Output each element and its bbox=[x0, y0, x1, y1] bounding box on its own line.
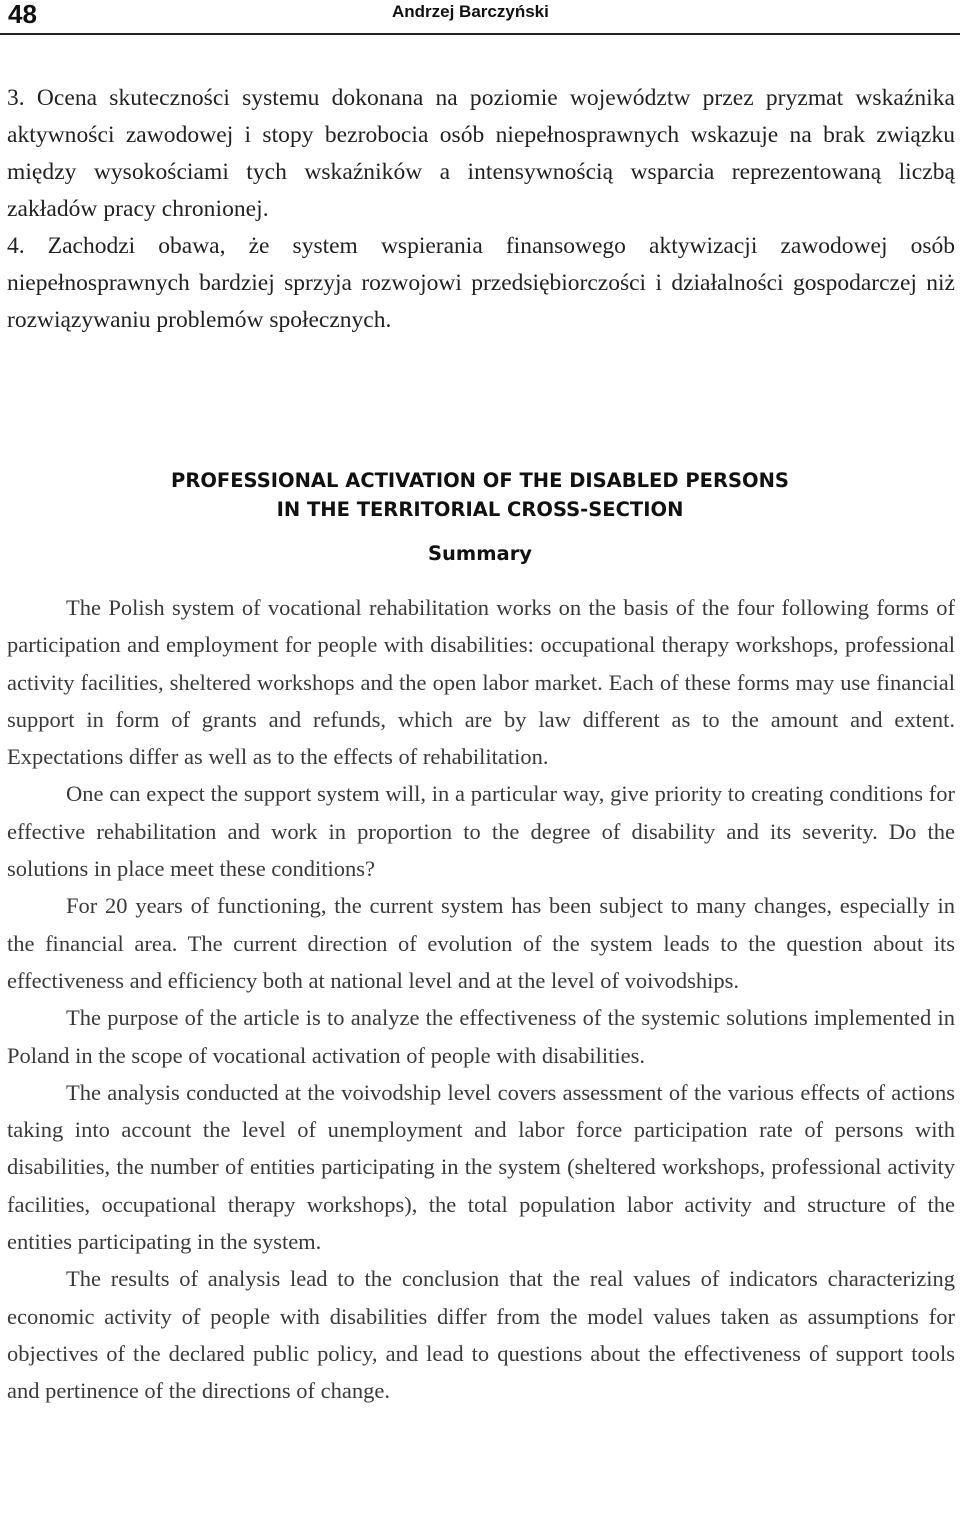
summary-title bbox=[0, 466, 960, 524]
summary-paragraph: The analysis conducted at the voivodship level covers assessment of the various effects of actions taking into account the level of unemployment and labor force participation rate of persons with disabilities, the number of entities participating in the system (sheltered workshops, professional activity facilities, occupational therapy workshops), the total population labor activity and structure of the entities participating in the system. bbox=[7, 1079, 955, 1255]
summary-paragraph: For 20 years of functioning, the current system has been subject to many changes, especially in the financial area. The current direction of evolution of the system leads to the question about its effectiveness and efficiency both at national level and at the level of voivodships. bbox=[7, 893, 955, 993]
conclusion-item-3: 3. Ocena skuteczności systemu dokonana na poziomie województw przez pryzmat wskaźnika aktywności zawodowej i stopy bezrobocia osób niepełnosprawnych wskazuje na brak związku między wysokościami tych wskaźników a intensywnością wsparcia reprezentowaną liczbą zakładów pracy chronionej. bbox=[7, 85, 955, 222]
summary-paragraph: The purpose of the article is to analyze the effectiveness of the systemic solutions implemented in Poland in the scope of vocational activation of people with disabilities. bbox=[7, 1005, 955, 1068]
summary-title-line-2: IN THE TERRITORIAL CROSS-SECTION bbox=[276, 498, 684, 521]
summary-body bbox=[7, 589, 955, 1410]
summary-title-line-1: PROFESSIONAL ACTIVATION OF THE DISABLED PERSONS bbox=[171, 469, 789, 492]
conclusion-item-4: 4. Zachodzi obawa, że system wspierania finansowego aktywizacji zawodowej osób niepełnosprawnych bardziej sprzyja rozwojowi przedsiębiorczości i działalności gospodarczej niż rozwiązywaniu problemów społecznych. bbox=[7, 233, 955, 333]
summary-paragraph: One can expect the support system will, in a particular way, give priority to creating conditions for effective rehabilitation and work in proportion to the degree of disability and its severity. Do the solutions in place meet these conditions? bbox=[7, 781, 955, 882]
summary-paragraph: The results of analysis lead to the conclusion that the real values of indicators characterizing economic activity of people with disabilities differ from the model values taken as assumptions for objectives of the declared public policy, and lead to questions about the effectiveness of support tools and pertinence of the directions of change. bbox=[7, 1266, 955, 1404]
summary-heading: Summary bbox=[427, 542, 533, 565]
running-head-author: Andrzej Barczyński bbox=[392, 2, 549, 21]
header-rule bbox=[0, 33, 960, 35]
conclusions-list bbox=[7, 80, 955, 339]
page-number: 48 bbox=[8, 0, 37, 29]
summary-paragraph: The Polish system of vocational rehabilitation works on the basis of the four following forms of participation and employment for people with disabilities: occupational therapy workshops, professional activity facilities, sheltered workshops and the open labor market. Each of these forms may use financial support in form of grants and refunds, which are by law different as to the amount and extent. Expectations differ as well as to the effects of rehabilitation. bbox=[7, 595, 955, 770]
page-header bbox=[0, 0, 960, 36]
